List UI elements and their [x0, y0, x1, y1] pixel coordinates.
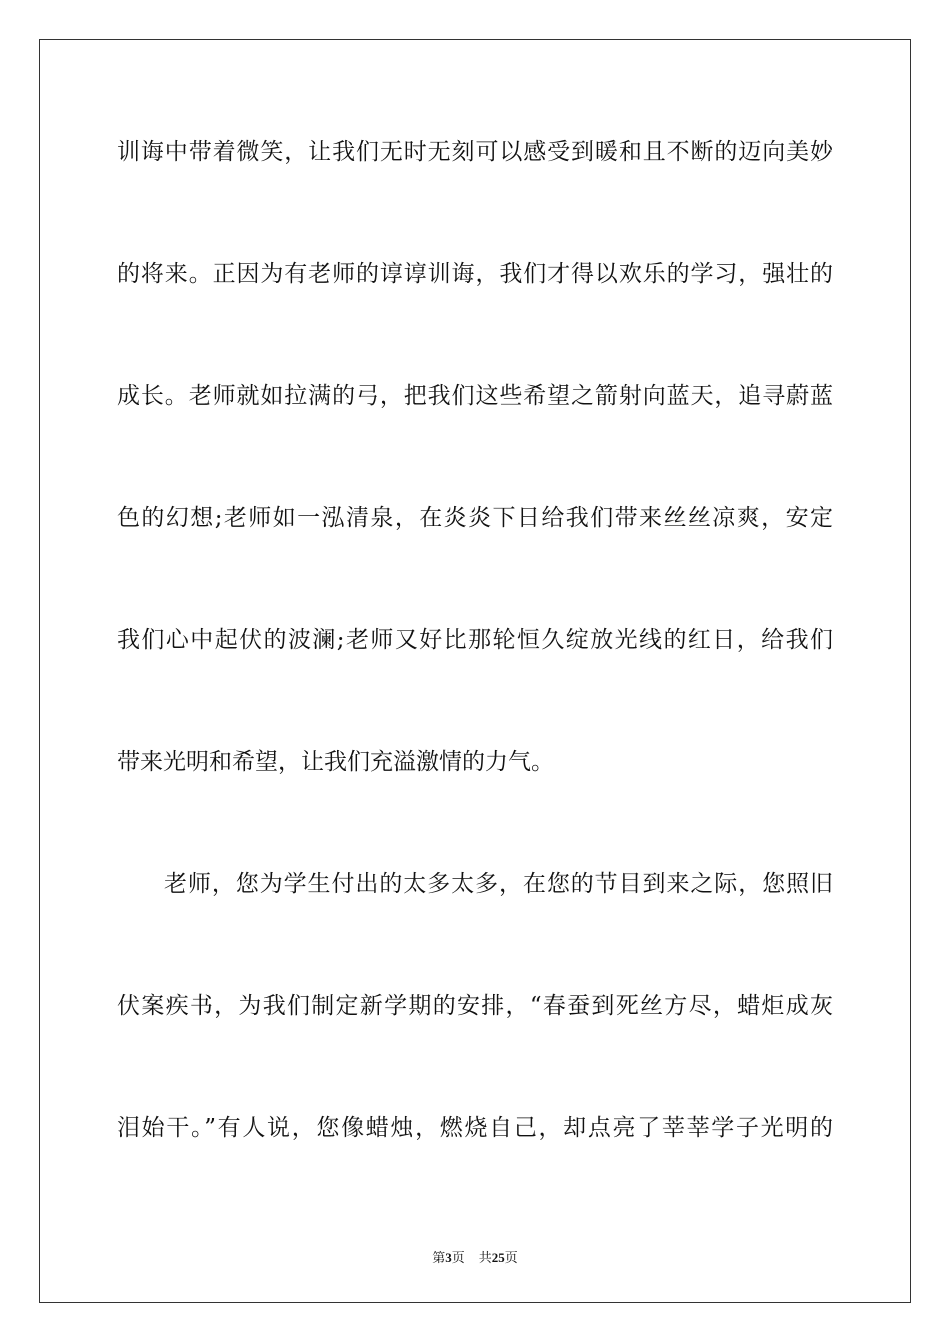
text-line-7: 老师，您为学生付出的太多太多，在您的节目到来之际，您照旧 [164, 871, 833, 897]
total-suffix: 页 [504, 1251, 518, 1266]
text-line-3: 成长。老师就如拉满的弓，把我们这些希望之箭射向蓝天，追寻蔚蓝 [117, 383, 833, 409]
page-prefix: 第 [432, 1251, 446, 1266]
total-prefix: 共 [478, 1251, 492, 1266]
total-pages: 25 [491, 1250, 505, 1265]
text-line-1: 训诲中带着微笑，让我们无时无刻可以感受到暖和且不断的迈向美妙 [117, 139, 833, 165]
text-line-2: 的将来。正因为有老师的谆谆训诲，我们才得以欢乐的学习，强壮的 [117, 261, 833, 287]
text-line-8: 伏案疾书，为我们制定新学期的安排，“春蚕到死丝方尽，蜡炬成灰 [117, 993, 833, 1019]
page-suffix: 页 [451, 1251, 465, 1266]
page-number: 3 [445, 1250, 452, 1265]
text-line-4: 色的幻想;老师如一泓清泉，在炎炎下日给我们带来丝丝凉爽，安定 [117, 505, 833, 531]
page-footer [0, 1247, 950, 1266]
text-line-6: 带来光明和希望，让我们充溢激情的力气。 [117, 749, 554, 775]
text-line-9: 泪始干。”有人说，您像蜡烛，燃烧自己，却点亮了莘莘学子光明的 [117, 1115, 833, 1141]
text-line-5: 我们心中起伏的波澜;老师又好比那轮恒久绽放光线的红日，给我们 [117, 627, 833, 653]
